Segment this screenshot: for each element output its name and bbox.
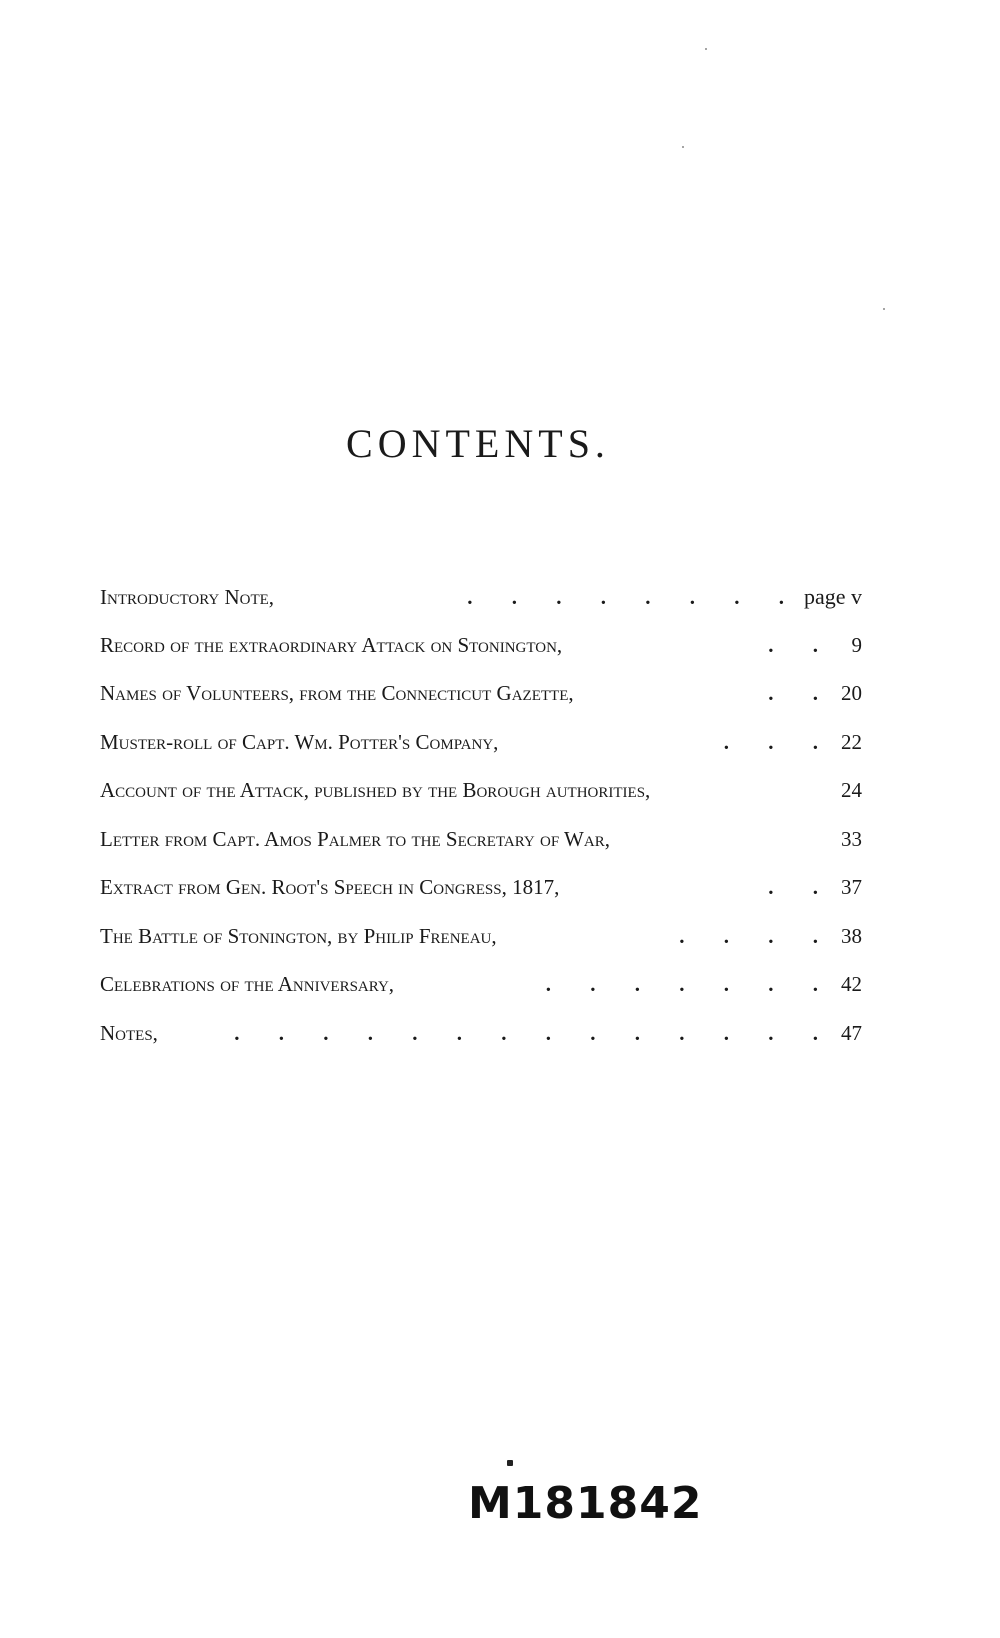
dot-leader: . .: [768, 875, 820, 899]
toc-entry: [100, 584, 862, 633]
toc-entry: [100, 972, 862, 1021]
toc-entry: [100, 778, 862, 827]
toc-entry-page: page v: [803, 584, 862, 609]
toc-entry-title: Muster-roll of Capt. Wm. Potter's Company,: [100, 729, 499, 754]
toc-entry-title: Names of Volunteers, from the Connecticut Gazette,: [100, 681, 574, 705]
dot-leader: . . . .: [679, 923, 820, 948]
toc-entry-title: Account of the Attack, published by the Borough authorities,: [100, 778, 651, 802]
speck: [705, 48, 707, 50]
library-stamp: M181842: [468, 1478, 703, 1529]
toc-entry-page: 22: [841, 729, 862, 754]
toc-entry-page: 33: [841, 826, 862, 851]
dot-leader: . .: [768, 632, 820, 657]
dot-leader: . . . . . . .: [545, 972, 820, 996]
toc-entry-page: 24: [841, 778, 862, 802]
toc-entry: [100, 681, 862, 730]
toc-entry: [100, 924, 862, 973]
speck: [883, 308, 885, 310]
speck: [507, 1460, 513, 1466]
toc-entry-page: 47: [841, 1020, 862, 1045]
toc-entry-title: Celebrations of the Anniversary,: [100, 972, 395, 996]
toc-entry: [100, 730, 862, 779]
dot-leader: . . .: [723, 729, 820, 754]
page-title: CONTENTS.: [346, 421, 610, 466]
toc-entry-title: Extract from Gen. Root's Speech in Congress, 1817,: [100, 875, 560, 899]
toc-entry-title: Notes,: [100, 1020, 158, 1045]
table-of-contents: [100, 584, 862, 1069]
toc-entry: [100, 827, 862, 876]
toc-entry-page: 9: [851, 632, 862, 657]
dot-leader: . .: [768, 681, 820, 705]
dot-leader: . . . . . . . .: [467, 585, 786, 609]
toc-entry-title: Introductory Note,: [100, 585, 275, 609]
toc-entry-title: The Battle of Stonington, by Philip Freneau,: [100, 923, 497, 948]
toc-entry-title: Record of the extraordinary Attack on Stonington,: [100, 632, 563, 657]
toc-entry-page: 42: [841, 972, 862, 996]
toc-entry-title: Letter from Capt. Amos Palmer to the Secretary of War,: [100, 826, 610, 851]
toc-entry-page: 38: [841, 923, 862, 948]
toc-entry: [100, 1021, 862, 1070]
dot-leader: . . . . . . . . . . . . . .: [234, 1020, 820, 1045]
toc-entry: [100, 875, 862, 924]
toc-entry: [100, 633, 862, 682]
speck: [682, 146, 684, 148]
toc-entry-page: 37: [841, 875, 862, 899]
toc-entry-page: 20: [841, 681, 862, 705]
